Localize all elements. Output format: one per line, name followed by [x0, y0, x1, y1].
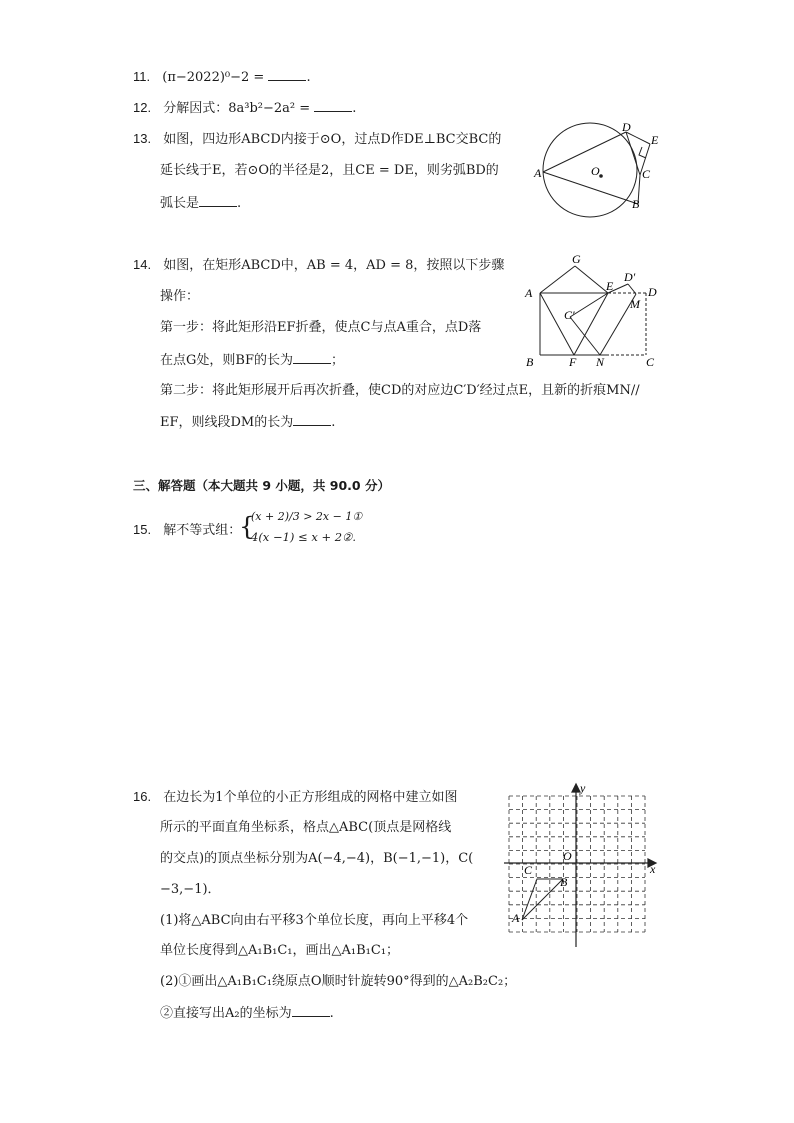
label-O: O [563, 849, 572, 863]
question-text: ②直接写出A₂的坐标为 [160, 1006, 292, 1021]
semicolon: ； [330, 353, 344, 368]
question-text: 弧长是 [160, 196, 200, 211]
question-text: 在边长为1个单位的小正方形组成的网格中建立如图 [163, 790, 458, 805]
label-N: N [596, 355, 605, 369]
period: . [352, 101, 357, 116]
question-number: 13. [133, 131, 152, 146]
label-C: C [524, 863, 533, 877]
label-D: D [622, 120, 631, 134]
label-D: D [648, 285, 657, 299]
question-text: 如图，四边形ABCD内接于⊙O，过点D作DE⊥BC交BC的 [163, 132, 502, 147]
label-C: C [646, 355, 655, 369]
inequality-2: 4(x −1) ≤ x + 2②. [251, 530, 357, 544]
answer-blank[interactable] [293, 352, 331, 364]
question-label: 解不等式组： [163, 523, 242, 538]
question-12 [133, 100, 356, 117]
question-number: 16. [133, 789, 152, 804]
question-13-line3 [160, 195, 241, 212]
inequality-1: (x + 2)/3 > 2x − 1① [251, 510, 363, 523]
question-text: 如图，在矩形ABCD中，AB = 4，AD = 8，按照以下步骤 [163, 258, 505, 273]
question-16-line6: 单位长度得到△A₁B₁C₁，画出△A₁B₁C₁； [160, 943, 400, 958]
answer-blank[interactable] [199, 195, 237, 207]
circle-figure [528, 120, 668, 225]
question-expression: 8a³b²−2a² = [228, 101, 311, 116]
question-14-line2: 操作： [160, 289, 200, 304]
label-M: M [630, 297, 640, 311]
label-B: B [560, 875, 568, 889]
question-16-line7: (2)①画出△A₁B₁C₁绕原点O顺时针旋转90°得到的△A₂B₂C₂； [160, 974, 517, 989]
coordinate-grid-figure [500, 780, 665, 950]
period: . [306, 70, 311, 85]
label-E: E [651, 133, 659, 147]
answer-blank[interactable] [292, 1005, 330, 1017]
label-A: A [512, 911, 520, 925]
question-expression: (π−2022)⁰−2 = [162, 70, 265, 85]
label-y: y [580, 781, 586, 795]
question-14-line6 [160, 414, 335, 431]
question-16-line3: 的交点)的顶点坐标分别为A(−4,−4)，B(−1,−1)，C( [160, 851, 474, 866]
period: . [331, 415, 336, 430]
question-number: 11. [133, 69, 151, 84]
question-14-line1 [133, 257, 504, 274]
label-F: F [569, 355, 577, 369]
question-14-line3: 第一步：将此矩形沿EF折叠，使点C与点A重合，点D落 [160, 320, 482, 335]
rectangle-fold-figure [520, 248, 670, 370]
question-16-line2: 所示的平面直角坐标系，格点△ABC(顶点是网格线 [160, 820, 452, 835]
question-16-line8 [160, 1005, 334, 1022]
label-A: A [525, 286, 533, 300]
label-B: B [632, 197, 640, 211]
question-14-line5: 第二步：将此矩形展开后再次折叠，使CD的对应边C′D′经过点E，且新的折痕MN// [160, 383, 640, 398]
question-16-line5: (1)将△ABC向由右平移3个单位长度，再向上平移4个 [160, 913, 469, 928]
label-E: E [606, 279, 614, 293]
label-A: A [534, 166, 542, 180]
question-text: EF，则线段DM的长为 [160, 415, 294, 430]
label-G: G [572, 252, 581, 266]
question-15 [133, 522, 241, 539]
answer-blank[interactable] [293, 414, 331, 426]
question-13-line2: 延长线于E，若⊙O的半径是2，且CE = DE，则劣弧BD的 [160, 163, 499, 178]
period: . [237, 196, 242, 211]
question-label: 分解因式： [163, 101, 229, 116]
answer-blank[interactable] [268, 69, 306, 81]
brace: { [239, 512, 255, 541]
label-C: C [642, 167, 651, 181]
question-text: 在点G处，则BF的长为 [160, 353, 293, 368]
question-number: 12. [133, 100, 152, 115]
question-16-line4: −3,−1)． [160, 882, 221, 897]
label-x: x [650, 862, 656, 876]
label-D-prime: D′ [624, 270, 636, 284]
question-11 [133, 69, 311, 86]
label-B: B [526, 355, 534, 369]
question-number: 15. [133, 522, 152, 537]
period: . [329, 1006, 334, 1021]
question-16-line1 [133, 789, 458, 806]
label-O: O [591, 164, 600, 178]
section-heading: 三、解答题（本大题共 9 小题，共 90.0 分） [133, 478, 390, 493]
label-C-prime: C′ [564, 308, 575, 322]
question-13-line1 [133, 131, 501, 148]
answer-blank[interactable] [314, 100, 352, 112]
question-14-line4 [160, 352, 344, 369]
question-number: 14. [133, 257, 152, 272]
